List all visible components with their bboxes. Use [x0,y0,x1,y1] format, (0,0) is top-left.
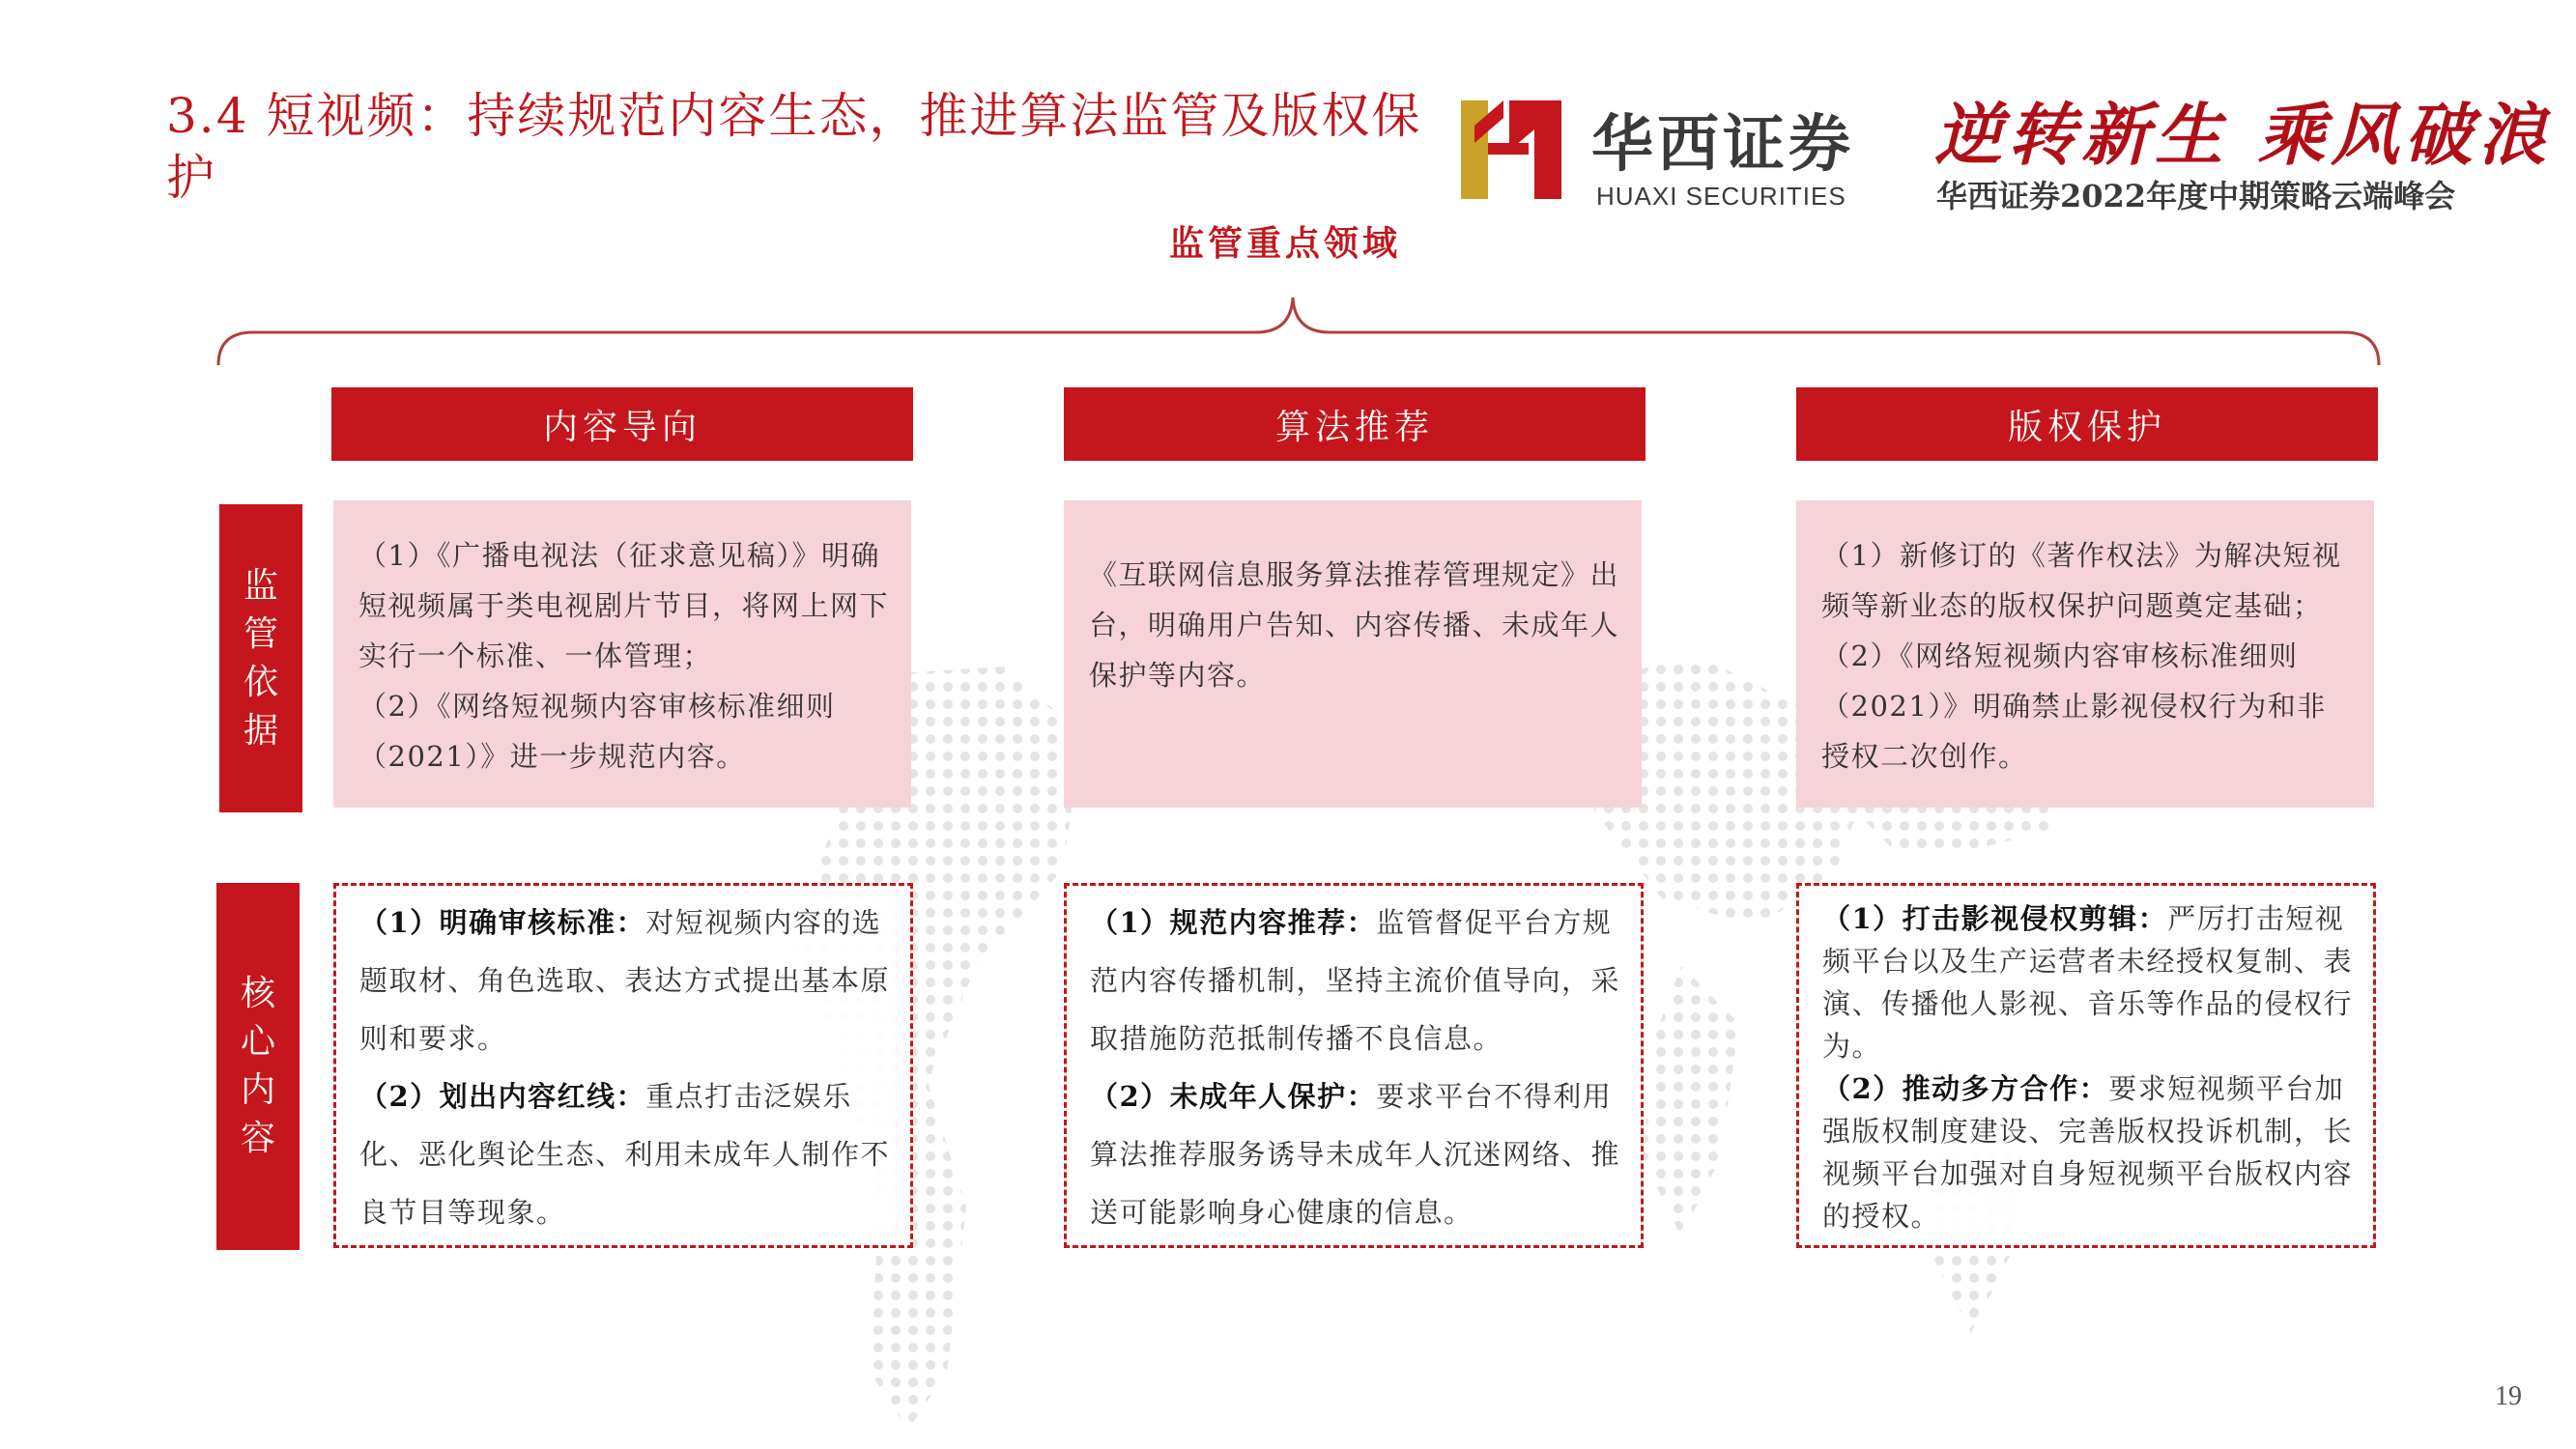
summit-name: 华西证券2022年度中期策略云端峰会 [1936,178,2456,214]
page-number: 19 [2495,1381,2522,1411]
brand-slogan: 逆转新生 乘风破浪 [1934,95,2552,175]
basis-box-content-guidance [333,500,911,808]
slide-title: 3.4 短视频：持续规范内容生态，推进算法监管及版权保护 [166,88,1422,206]
brand-name-en: HUAXI SECURITIES [1596,182,1846,211]
basis-text: （1）新修订的《著作权法》为解决短视频等新业态的版权保护问题奠定基础； [1821,539,2342,622]
huaxi-logo-icon [1461,97,1561,203]
core-item-text: 要求短视频平台加强版权制度建设、完善版权投诉机制，长视频平台加强对自身短视频平台版权内容的授权。 [1822,1072,2354,1233]
column-header-algorithm-recommendation: 算法推荐 [1064,387,1646,461]
basis-box-algorithm-recommendation [1064,500,1642,808]
core-item [1090,894,1623,1067]
core-box-content-guidance [333,883,913,1248]
bracket-label: 监管重点领域 [1168,223,1401,264]
basis-text: （2）《网络短视频内容审核标准细则（2021）》明确禁止影视侵权行为和非授权二次创作。 [1821,639,2327,773]
basis-text: （1）《广播电视法（征求意见稿）》明确短视频属于类电视剧片节目，将网上网下实行一个标准、一体管理； [358,539,890,672]
core-item-head: （1）规范内容推荐： [1090,906,1377,939]
core-item-head: （1）明确审核标准： [359,906,646,939]
row-label-regulatory-basis [219,504,302,812]
core-item [359,1067,893,1241]
core-item [359,894,893,1067]
core-box-copyright-protection [1796,883,2376,1248]
row-label-regulatory-basis-text: 监管依据 [243,565,278,751]
column-header-copyright-protection: 版权保护 [1796,387,2378,461]
core-item-text: 严厉打击短视频平台以及生产运营者未经授权复制、表演、传播他人影视、音乐等作品的侵权行为。 [1822,902,2354,1063]
core-item-head: （1）打击影视侵权剪辑： [1822,902,2168,935]
core-item-text: 监管督促平台方规范内容传播机制，坚持主流价值导向，采取措施防范抵制传播不良信息。 [1090,906,1621,1055]
core-item [1822,897,2356,1067]
row-label-core-content [216,883,300,1250]
core-item-text: 要求平台不得利用算法推荐服务诱导未成年人沉迷网络、推送可能影响身心健康的信息。 [1090,1080,1621,1229]
basis-text: （2）《网络短视频内容审核标准细则（2021）》进一步规范内容。 [358,690,836,773]
core-box-algorithm-recommendation [1064,883,1644,1248]
core-item-head: （2）推动多方合作： [1822,1072,2109,1105]
brand-header [1461,89,2552,214]
core-item [1822,1067,2356,1237]
brand-name-cn: 华西证券 [1591,109,1854,181]
row-label-core-content-text: 核心内容 [240,974,275,1158]
core-item-text: 对短视频内容的选题取材、角色选取、表达方式提出基本原则和要求。 [359,906,891,1055]
core-item [1090,1067,1623,1241]
basis-box-copyright-protection [1796,500,2374,808]
core-item-head: （2）划出内容红线： [359,1080,646,1113]
core-item-text: 重点打击泛娱乐化、恶化舆论生态、利用未成年人制作不良节目等现象。 [359,1080,891,1229]
core-item-head: （2）未成年人保护： [1090,1080,1377,1113]
basis-text: 《互联网信息服务算法推荐管理规定》出台，明确用户告知、内容传播、未成年人保护等内容。 [1089,558,1620,692]
column-header-content-guidance: 内容导向 [331,387,913,461]
